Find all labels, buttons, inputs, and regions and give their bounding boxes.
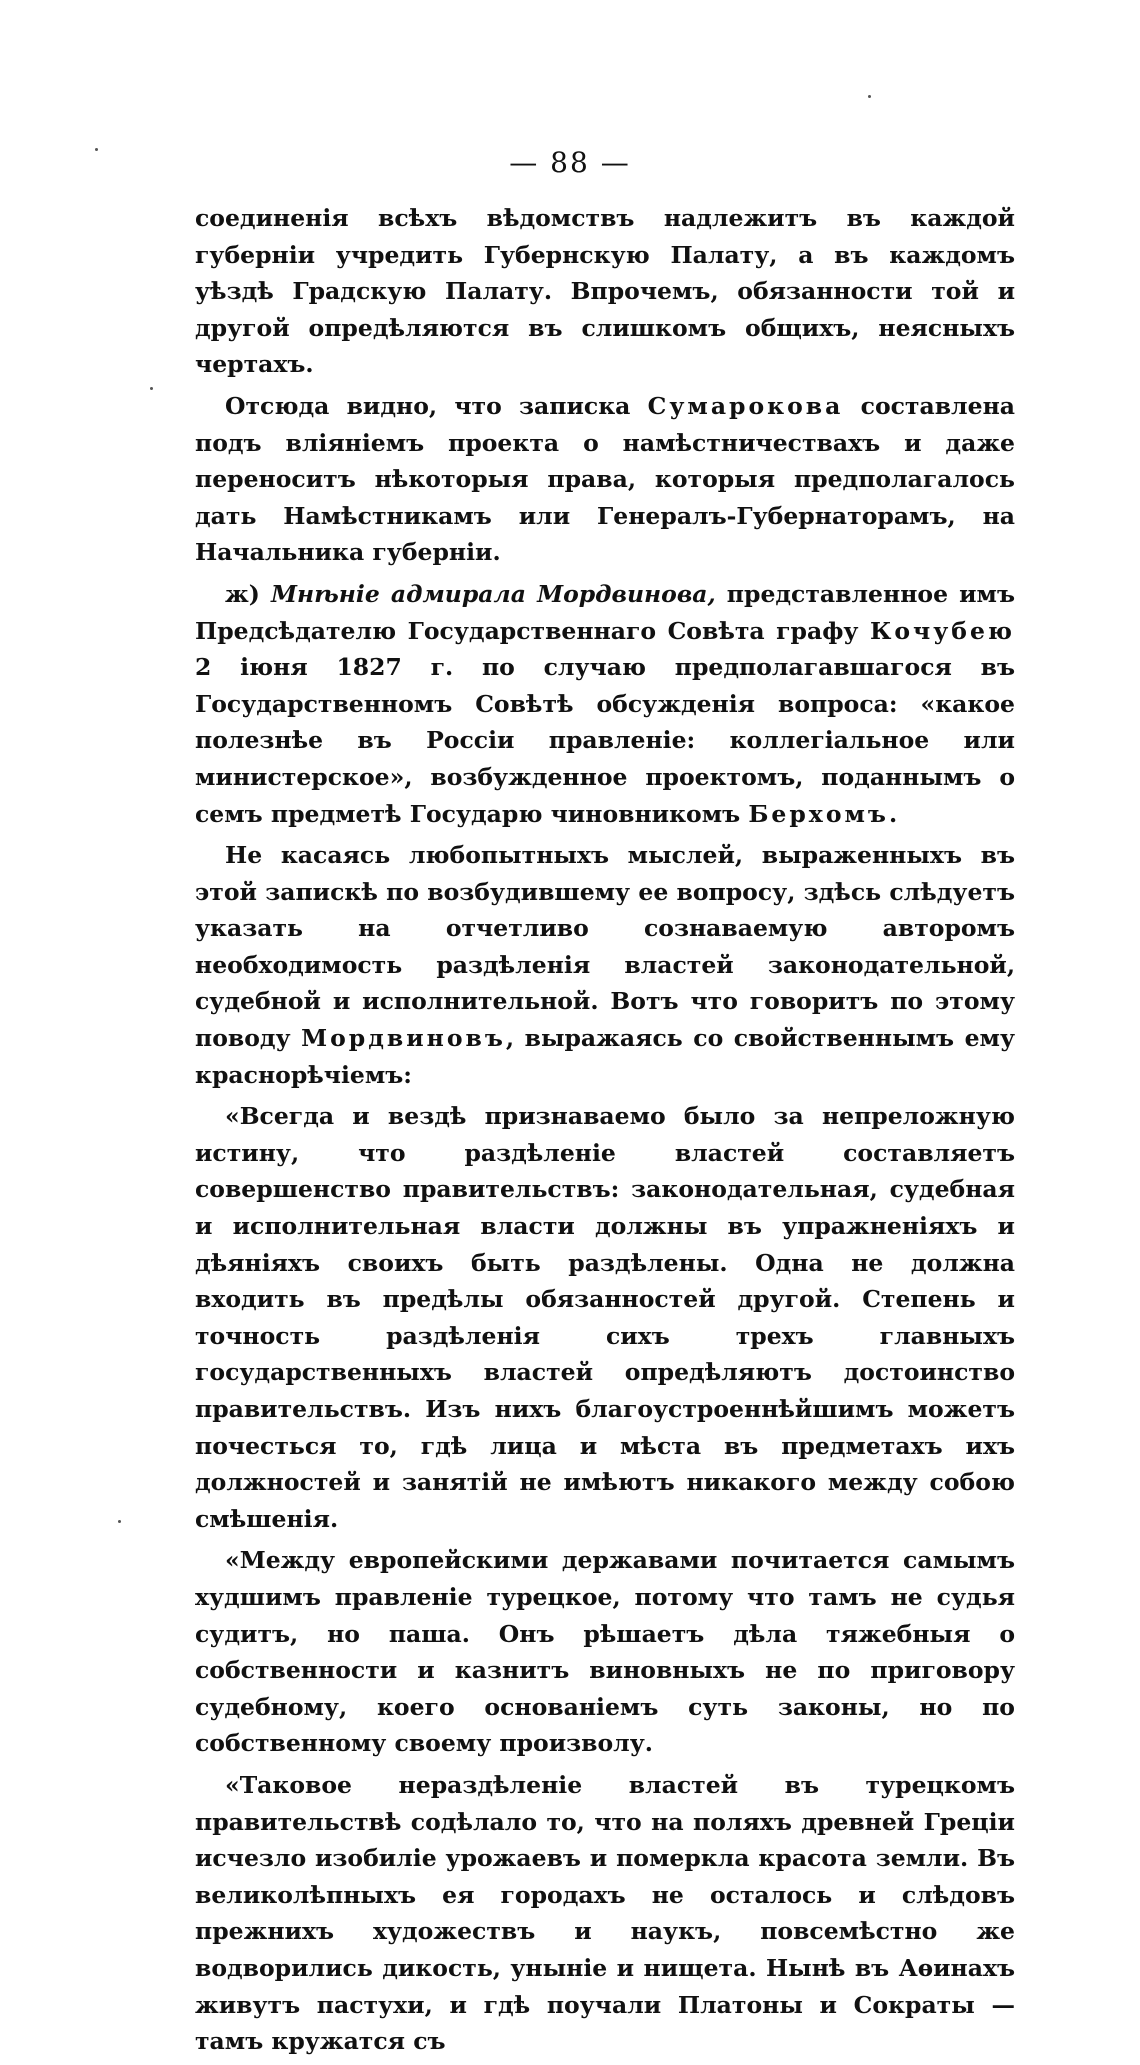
- text-run: «Между европейскими державами почитается самымъ худшимъ правленіе турецкое, потому что тамъ не судья судитъ, но паша. Онъ рѣшаетъ дѣла тяжебныя о собственности и казнитъ виновныхъ не по приговору судебному, коего основаніемъ суть законы, но по собственному своему произволу.: [195, 1546, 1015, 1758]
- text-run: Мнѣніе адмирала Мордвинова,: [270, 579, 716, 608]
- scan-speck: [95, 148, 98, 151]
- text-run: .: [888, 799, 898, 828]
- text-run: ж): [225, 579, 271, 608]
- text-run: Отсюда видно, что записка: [225, 391, 648, 420]
- text-run: Сумарокова: [647, 391, 844, 420]
- text-run: «Таковое нераздѣленіе властей въ турецкомъ правительствѣ содѣлало то, что на поляхъ древней Греціи исчезло изобиліе урожаевъ и померкла красота земли. Въ великолѣпныхъ ея городахъ не осталось и слѣдовъ прежнихъ художествъ и наукъ, повсемѣстно же водворились дикость, уныніе и нищета. Нынѣ въ Аѳинахъ живутъ пастухи, и гдѣ поучали Платоны и Сократы — тамъ кружатся съ: [195, 1770, 1015, 2056]
- scan-speck: [868, 95, 871, 98]
- page-text-body: [195, 200, 1015, 2065]
- paragraph-1: [195, 200, 1015, 383]
- paragraph-6: [195, 1542, 1015, 1762]
- page-number: — 88 —: [509, 146, 631, 179]
- scan-speck: [118, 1520, 121, 1523]
- scan-speck: [150, 387, 153, 390]
- text-run: соединенія всѣхъ вѣдомствъ надлежитъ въ каждой губерніи учредить Губернскую Палату, а въ каждомъ уѣздѣ Градскую Палату. Впрочемъ, обязанности той и другой опредѣляются въ слишкомъ общихъ, неясныхъ чертахъ.: [195, 204, 1015, 379]
- text-run: 2 іюня 1827 г. по случаю предполагавшагося въ Государственномъ Совѣтѣ обсужденія вопроса: «какое полезнѣе въ Россіи правленіе: коллегіальное или министерское», возбужденное проектомъ, поданнымъ о семъ предметѣ Государю чиновникомъ: [195, 653, 1015, 828]
- paragraph-7: [195, 1767, 1015, 2060]
- text-run: Мордвиновъ: [301, 1024, 506, 1053]
- paragraph-5: [195, 1098, 1015, 1537]
- text-run: Кочубею: [869, 616, 1015, 645]
- text-run: Не касаясь любопытныхъ мыслей, выраженныхъ въ этой запискѣ по возбудившему ее вопросу, здѣсь слѣдуетъ указать на отчетливо сознаваемую авторомъ необходимость раздѣленія властей законодательной, судебной и исполнительной. Вотъ что говоритъ по этому поводу: [195, 841, 1015, 1053]
- paragraph-3: [195, 576, 1015, 832]
- text-run: Берхомъ: [748, 799, 889, 828]
- paragraph-4: [195, 837, 1015, 1093]
- paragraph-2: [195, 388, 1015, 571]
- text-run: составлена подъ вліяніемъ проекта о намѣстничествахъ и даже переноситъ нѣкоторыя права, которыя предполагалось дать Намѣстникамъ или Генералъ-Губернаторамъ, на Начальника губерніи.: [195, 391, 1015, 567]
- text-run: «Всегда и вездѣ признаваемо было за непреложную истину, что раздѣленіе властей составляетъ совершенство правительствъ: законодательная, судебная и исполнительная власти должны въ упражненіяхъ и дѣяніяхъ своихъ быть раздѣлены. Одна не должна входить въ предѣлы обязанностей другой. Степень и точность раздѣленія сихъ трехъ главныхъ государственныхъ властей опредѣляютъ достоинство правительствъ. Изъ нихъ благоустроеннѣйшимъ можетъ почесться то, гдѣ лица и мѣста въ предметахъ ихъ должностей и занятій не имѣютъ никакого между собою смѣшенія.: [195, 1102, 1015, 1533]
- text-run: , выражаясь со свойственнымъ ему краснорѣчіемъ:: [195, 1024, 1016, 1089]
- text-run: представленное имъ Предсѣдателю Государственнаго Совѣта графу: [195, 579, 1015, 645]
